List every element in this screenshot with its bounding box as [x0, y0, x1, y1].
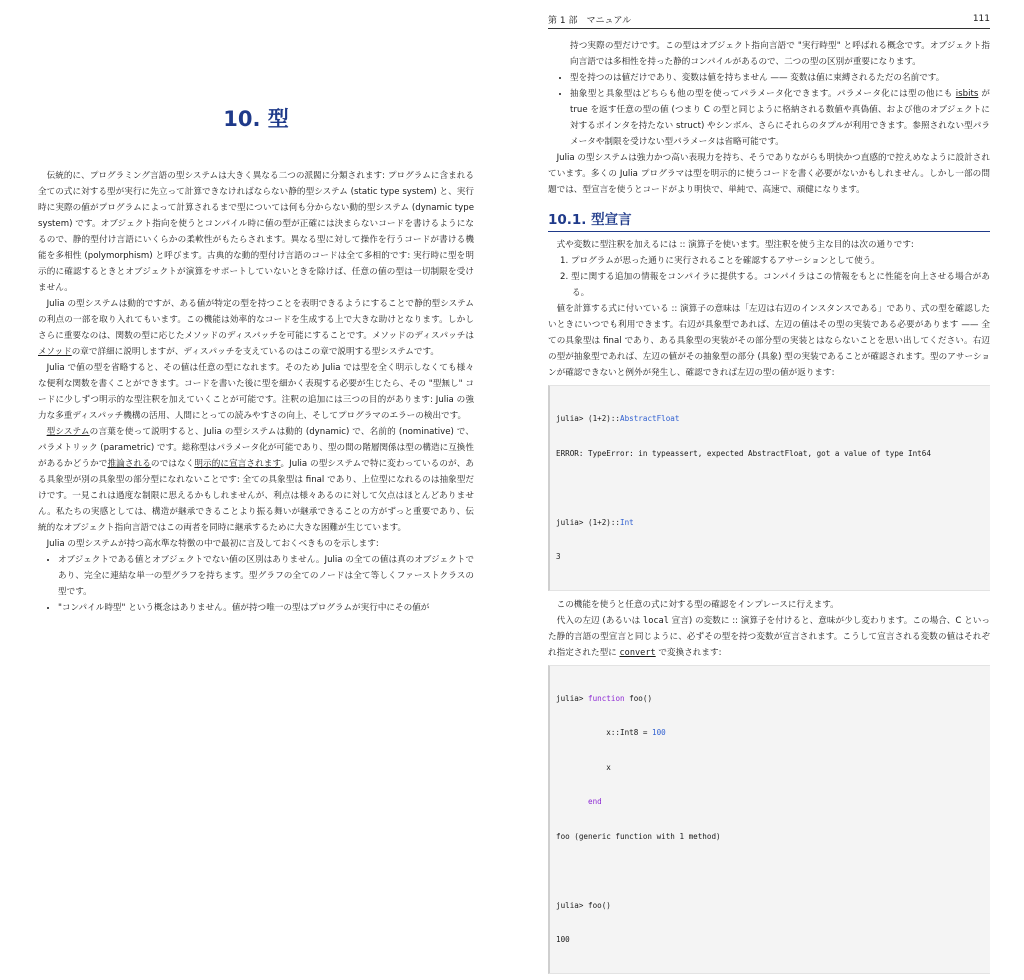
paragraph-assertion: 値を計算する式に付いている :: 演算子の意味は「左辺は右辺のインスタンスである」であり、式の型を確認したいときにいつでも利用できます。右辺が具象型であれば、左辺の値はその型の実装である必要があります —— 全ての具象型は final であり、ある具象型の実装がその部分型の実装とはならないことを思い出してください。右辺の型が抽象型であれば、左辺の値がその抽象型の部分 (具象) 型の実装であることが確認されます。型のアサーションが確認できないと例外が発生し、確認できれば左辺の型の値が返ります:: [548, 304, 990, 378]
paragraph-julia-dynamic: [38, 296, 474, 360]
right-page: [512, 0, 1024, 944]
code-text: julia> (1+2)::: [556, 414, 621, 423]
text: の章で詳細に説明しますが、ディスパッチを支えているのはこの章で説明する型システムです。: [71, 347, 439, 357]
code-text: foo (generic function with 1 method): [556, 831, 721, 841]
code-type: AbstractFloat: [620, 414, 680, 423]
chapter-title: 10. 型: [223, 107, 289, 131]
text: Julia の型システムは動的ですが、ある値が特定の型を持つことを表明できるようにすることで静的型システムの利点の一部を取り入れてもいます。この機能は効率的なコードを生成する上で大きな助けとなります。しかしさらに重要なのは、関数の型に応じたメソッドのディスパッチを可能にすることです。メソッドのディスパッチは: [38, 299, 474, 341]
code-keyword: function: [588, 693, 625, 703]
purpose-list: [548, 253, 990, 301]
code-text: [556, 797, 588, 806]
code-text: foo(): [624, 693, 653, 703]
code-line: [556, 482, 984, 494]
paragraph-features-intro: Julia の型システムが持つ高水準な特徴の中で最初に言及しておくべきものを示します:: [46, 539, 379, 549]
convert-link[interactable]: convert: [619, 647, 656, 658]
text: で変換されます:: [655, 647, 722, 658]
code-text: julia>: [556, 693, 589, 703]
code-line: [556, 831, 984, 843]
code-keyword: end: [588, 797, 602, 806]
code-text: x::Int8 =: [556, 728, 653, 737]
paragraph-declaration: [548, 613, 990, 661]
list-item-continued: 持つ実際の型だけです。この型はオブジェクト指向言語で "実行時型" と呼ばれる概念です。オブジェクト指向言語では多相性を持った静的コンパイルがあるので、二つの型の区別が重要になります。: [570, 41, 990, 67]
code-block-typeassert: [548, 385, 990, 591]
local-keyword: local: [643, 615, 669, 626]
code-text: 3: [556, 552, 561, 561]
list-item: 1. プログラムが思った通りに実行されることを確認するアサーションとして使う。: [560, 256, 880, 266]
text: 代入の左辺 (あるいは: [556, 615, 644, 626]
code-line: [556, 865, 984, 877]
code-text: 100: [556, 935, 570, 944]
code-line: [556, 413, 984, 425]
inferred-link[interactable]: 推論される: [107, 459, 151, 469]
code-text: julia> (1+2)::: [556, 517, 621, 527]
feature-list-continued: [548, 38, 990, 70]
code-text: x: [556, 762, 611, 772]
paragraph-annotation-intro: 式や変数に型注釈を加えるには :: 演算子を使います。型注釈を使う主な目的は次の通りです:: [556, 240, 914, 250]
text: 抽象型と具象型はどちらも他の型を使ってパラメータ化できます。パラメータ化には型の他にも: [570, 89, 956, 99]
left-body: [38, 168, 474, 616]
isbits-link[interactable]: isbits: [955, 89, 979, 99]
code-line: [556, 796, 984, 808]
right-body: [548, 38, 990, 980]
feature-list-more: [548, 70, 990, 150]
code-line: [556, 693, 984, 705]
paragraph-inplace: この機能を使うと任意の式に対する型の確認をインプレースに行えます。: [556, 599, 839, 610]
code-block-function: [548, 665, 990, 974]
running-head-title: 第 1 部 マニュアル: [548, 15, 632, 26]
text: 。Julia の型システムで特に変わっているのが、ある具象型が別の具象型の部分型になれないことです: 全ての具象型は final であり、上位型になれるのは抽象型だけです。一見これは過度な制限に思えるかもしれませんが、利点は様々あるのに対して欠点はほとんどありません。私たちの実感としては、構造が継承できることより振る舞いが継承できることの方がずっと重要であり、伝統的なオブジェクト指向言語ではこの両者を同時に継承するために大きな困難が生じています。: [38, 459, 474, 533]
section-heading: 10.1. 型宣言: [548, 211, 990, 232]
declared-link[interactable]: 明示的に宣言されます: [194, 459, 281, 469]
code-line: [556, 900, 984, 912]
code-line: [556, 517, 984, 529]
text: の言葉を使って説明すると、Julia の型システムは動的 (dynamic) で、名前的 (nominative) で、パラメトリック (parametric) です。総称型はパラメータ化が可能であり、型の間の階層関係は型の構造に互換性があるかどうかで: [38, 427, 475, 469]
text: 宣言) の変数に :: 演算子を付けると、意味が少し変わります。この場合、C といった静的言語の型宣言と同じように、必ずその型を持つ変数が宣言されます。こうして宣言される変数の値はそれぞれ指定された型に: [548, 615, 990, 658]
code-text: julia> foo(): [556, 900, 611, 910]
page-number: 111: [972, 14, 990, 24]
code-line: [556, 448, 984, 460]
methods-link[interactable]: メソッド: [38, 347, 72, 357]
feature-list: [38, 552, 474, 616]
list-item: • "コンパイル時型" という概念はありません。値が持つ唯一の型はプログラムが実行中にその値が: [58, 600, 474, 616]
paragraph-omit-types: Julia で値の型を省略すると、その値は任意の型になれます。そのため Julia では型を全く明示しなくても様々な便利な関数を書くことができます。コードを書いた後に型を細かく表現する必要が生じたら、その "型無し" コードに少しずつ明示的な型注釈を加えていくことが可能です。注釈の追加には三つの目的があります: Julia の強力な多重ディスパッチ機構の活用、人間にとっての読みやすさの向上、そしてプログラマのエラーの検出です。: [38, 363, 474, 421]
left-page: [0, 0, 512, 724]
code-line: [556, 727, 984, 739]
paragraph-type-system-design: Julia の型システムは強力かつ高い表現力を持ち、そうでありながらも明快かつ直感的で控えめなように設計されています。多くの Julia プログラマは型を明示的に使うコードを書く必要がないかもしれません。しかし一部の問題では、型宣言を使うとコードがより明快で、単純で、高速で、頑健になります。: [548, 153, 990, 195]
type-system-link[interactable]: 型システム: [46, 427, 90, 437]
code-type: Int: [620, 517, 634, 527]
code-number: 100: [652, 728, 666, 737]
paragraph-type-system-terms: [38, 424, 474, 536]
code-line: [556, 551, 984, 563]
code-text: ERROR: TypeError: in typeassert, expected AbstractFloat, got a value of type Int64: [556, 448, 931, 458]
list-item: • 型を持つのは値だけであり、変数は値を持ちません —— 変数は値に束縛されるただの名前です。: [570, 70, 990, 86]
list-item: [570, 86, 990, 150]
list-item: • オブジェクトである値とオブジェクトでない値の区別はありません。Julia の全ての値は真のオブジェクトであり、完全に連結な単一の型グラフを持ちます。型グラフの全てのノードは全て等しくファーストクラスの型です。: [58, 552, 474, 600]
code-line: [556, 934, 984, 946]
header-rule: [548, 28, 990, 29]
running-head: [548, 12, 990, 26]
paragraph-intro: 伝統的に、プログラミング言語の型システムは大きく異なる二つの派閥に分類されます: プログラムに含まれる全ての式に対する型が実行に先立って計算できなければならない静的型システム (static type system) と、実行時に実際の値がプログラムによって計算されるまで型については何も分からない動的型システム (dynamic type system) です。オブジェクト指向を使うとコンパイル時に値の型が正確には決まらないコードを書けるようになるので、静的型付け言語にいくらかの柔軟性がもたらされます。異なる型に対して操作を行うコードが書ける機能を多相性 (polymorphism) と呼びます。古典的な動的型付け言語のコードは全て多相的です: 実行時に型を明示的に確認するときとオブジェクトが演算をサポートしていないときを除けば、任意の値の型は一切制限を受けません。: [38, 171, 474, 293]
text: のではなく: [150, 459, 195, 469]
code-line: [556, 762, 984, 774]
list-item: 2. 型に関する追加の情報をコンパイラに提供する。コンパイラはこの情報をもとに性能を向上させる場合がある。: [560, 272, 990, 298]
text: が true を返す任意の型の値 (つまり C の型と同じように格納される数値や真偽値、および他のオブジェクトに対するポインタを持たない struct) やシンボル、さらにそれらのタプルが利用できます。参照されない型パラメータや制限を受けない型パラメータは省略可能です。: [570, 89, 991, 147]
